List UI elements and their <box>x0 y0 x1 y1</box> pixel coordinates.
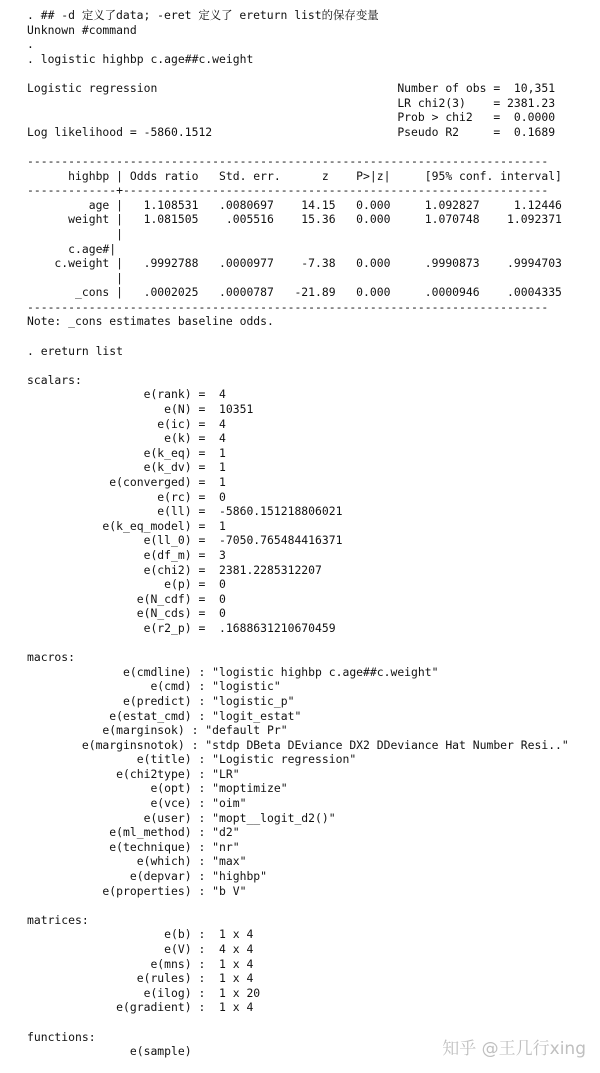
output-line: e(N_cds) = 0 <box>27 606 226 621</box>
output-line: e(cmdline) : "logistic highbp c.age##c.weight" <box>27 664 439 679</box>
output-line: LR chi2(3) = 2381.23 <box>27 95 556 110</box>
output-line: e(ic) = 4 <box>27 416 226 431</box>
output-line <box>27 358 569 373</box>
output-line: e(depvar) : "highbp" <box>27 869 268 884</box>
output-line: e(sample) <box>27 1044 192 1059</box>
output-line: e(r2_p) = .1688631210670459 <box>27 620 336 635</box>
output-line: e(gradient) : 1 x 4 <box>27 1000 254 1015</box>
output-line: e(predict) : "logistic_p" <box>27 693 295 708</box>
output-line: e(ml_method) : "d2" <box>27 825 240 840</box>
output-line <box>27 898 569 913</box>
output-line: e(b) : 1 x 4 <box>27 927 254 942</box>
output-line: e(V) : 4 x 4 <box>27 942 254 956</box>
output-line: scalars: <box>27 372 82 387</box>
output-line: c.weight | .9992788 .0000977 -7.38 0.000 .9990873 .9994703 <box>27 256 562 271</box>
output-line: Unknown #command <box>27 22 137 37</box>
output-line: e(N) = 10351 <box>27 402 254 417</box>
output-line: e(converged) = 1 <box>27 475 226 489</box>
output-line: e(ll) = -5860.151218806021 <box>27 504 343 519</box>
output-line: e(marginsok) : "default Pr" <box>27 723 288 738</box>
output-line: Note: _cons estimates baseline odds. <box>27 314 274 329</box>
output-line: e(k) = 4 <box>27 431 226 446</box>
output-line <box>27 139 569 154</box>
output-line: | <box>27 270 124 285</box>
output-line: e(N_cdf) = 0 <box>27 591 226 606</box>
results-output <box>27 8 569 1059</box>
output-line: Log likelihood = -5860.1512 Pseudo R2 = 0.1689 <box>27 124 556 139</box>
output-line: e(rc) = 0 <box>27 489 226 504</box>
output-line: e(rules) : 1 x 4 <box>27 971 254 986</box>
output-line: e(mns) : 1 x 4 <box>27 956 254 971</box>
output-line: e(df_m) = 3 <box>27 547 226 562</box>
output-line <box>27 1015 569 1030</box>
output-line: e(vce) : "oim" <box>27 796 247 811</box>
output-line: e(which) : "max" <box>27 854 247 869</box>
output-line: -------------+-------------------------------------------------------------- <box>27 183 549 198</box>
output-line: e(chi2) = 2381.2285312207 <box>27 562 322 577</box>
output-line: e(k_eq_model) = 1 <box>27 518 226 533</box>
output-line: _cons | .0002025 .0000787 -21.89 0.000 .0000946 .0004335 <box>27 285 562 300</box>
command-line: . ## -d 定义了data; -eret 定义了 ereturn list的保存变量 <box>27 8 379 22</box>
output-line: Prob > chi2 = 0.0000 <box>27 110 556 125</box>
output-line: e(title) : "Logistic regression" <box>27 752 357 767</box>
output-line: Logistic regression Number of obs = 10,351 <box>27 80 556 95</box>
output-line: e(chi2type) : "LR" <box>27 766 240 781</box>
output-line: e(k_dv) = 1 <box>27 460 226 475</box>
output-line: e(properties) : "b V" <box>27 883 247 898</box>
output-line <box>27 636 569 651</box>
output-line <box>27 66 569 81</box>
output-line: e(user) : "mopt__logit_d2()" <box>27 810 336 825</box>
output-line: ---------------------------------------------------------------------------- <box>27 153 549 168</box>
output-line: e(ll_0) = -7050.765484416371 <box>27 533 343 548</box>
output-line: e(k_eq) = 1 <box>27 445 226 460</box>
output-line: e(marginsnotok) : "stdp DBeta DEviance DX2 DDeviance Hat Number Resi.." <box>27 737 569 752</box>
output-line: e(cmd) : "logistic" <box>27 679 281 694</box>
command-line: . logistic highbp c.age##c.weight <box>27 51 254 66</box>
output-line: c.age#| <box>27 241 117 256</box>
output-line: e(opt) : "moptimize" <box>27 781 288 796</box>
output-line: age | 1.108531 .0080697 14.15 0.000 1.092827 1.12446 <box>27 197 562 212</box>
output-line: ---------------------------------------------------------------------------- <box>27 299 549 314</box>
output-line: e(rank) = 4 <box>27 387 226 402</box>
output-line: highbp | Odds ratio Std. err. z P>|z| [95% conf. interval] <box>27 168 562 183</box>
output-line: e(ilog) : 1 x 20 <box>27 985 261 1000</box>
output-line <box>27 329 569 344</box>
output-line: functions: <box>27 1029 96 1044</box>
output-line: | <box>27 226 124 241</box>
output-line: e(p) = 0 <box>27 577 226 592</box>
command-line: . <box>27 37 34 52</box>
output-line: weight | 1.081505 .005516 15.36 0.000 1.070748 1.092371 <box>27 212 562 227</box>
output-line: macros: <box>27 650 76 665</box>
watermark: 知乎 @王几行xing <box>442 1039 586 1059</box>
command-line: . ereturn list <box>27 343 124 358</box>
output-line: e(estat_cmd) : "logit_estat" <box>27 708 302 723</box>
output-line: e(technique) : "nr" <box>27 839 240 854</box>
output-line: matrices: <box>27 912 89 927</box>
